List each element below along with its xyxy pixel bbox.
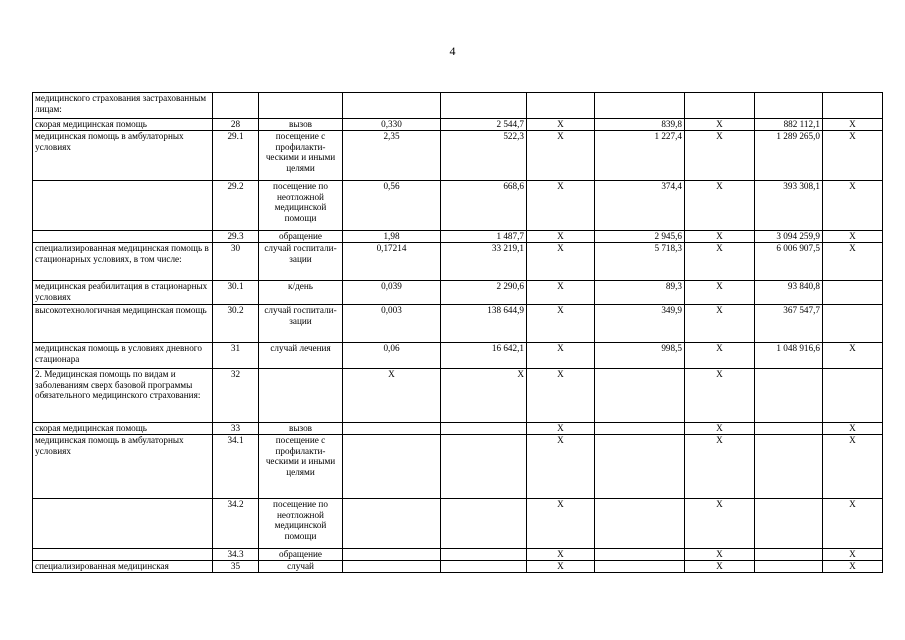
row-code [213,93,259,119]
row-col7: 89,3 [595,281,685,305]
row-volume: X [343,369,441,423]
row-name [33,499,213,549]
row-col7 [595,369,685,423]
row-col8: X [685,423,755,435]
row-name [33,549,213,561]
row-code: 30.2 [213,305,259,343]
row-code: 34.1 [213,435,259,499]
row-code: 34.2 [213,499,259,549]
row-col6: X [527,369,595,423]
row-col7: 2 945,6 [595,231,685,243]
row-name: медицинская помощь в амбулаторных условиях [33,131,213,181]
row-name [33,231,213,243]
row-col6: X [527,423,595,435]
row-volume: 0,06 [343,343,441,369]
row-cost [441,561,527,573]
row-cost [441,549,527,561]
row-col8: X [685,561,755,573]
row-col6: X [527,131,595,181]
table-row [33,423,883,435]
row-col8: X [685,131,755,181]
row-col10: X [823,549,883,561]
table-row [33,181,883,231]
row-unit: к/день [259,281,343,305]
row-col8: X [685,231,755,243]
row-unit: посещение по неотложной медицинской помощи [259,499,343,549]
table-row [33,369,883,423]
table-row [33,561,883,573]
row-col10 [823,305,883,343]
row-col10 [823,369,883,423]
row-col7: 839,8 [595,119,685,131]
row-col6 [527,93,595,119]
row-unit: посещение с профилакти-ческими и иными целями [259,435,343,499]
row-volume [343,561,441,573]
row-cost: 33 219,1 [441,243,527,281]
row-col7 [595,93,685,119]
row-sum [755,499,823,549]
row-col8: X [685,281,755,305]
row-unit [259,93,343,119]
row-col7 [595,423,685,435]
row-col8 [685,93,755,119]
row-col6: X [527,281,595,305]
row-col7: 374,4 [595,181,685,231]
table-row [33,343,883,369]
row-col7: 998,5 [595,343,685,369]
row-col6: X [527,243,595,281]
row-col6: X [527,561,595,573]
row-volume [343,435,441,499]
row-code: 28 [213,119,259,131]
row-sum: 1 289 265,0 [755,131,823,181]
row-col8: X [685,305,755,343]
row-unit: случай госпитали-зации [259,243,343,281]
row-sum: 93 840,8 [755,281,823,305]
table-row [33,549,883,561]
row-sum: 393 308,1 [755,181,823,231]
row-volume: 0,56 [343,181,441,231]
row-col6: X [527,343,595,369]
row-volume: 0,17214 [343,243,441,281]
row-sum [755,435,823,499]
row-volume [343,423,441,435]
row-sum: 3 094 259,9 [755,231,823,243]
row-cost: 522,3 [441,131,527,181]
row-unit: случай [259,561,343,573]
row-col10: X [823,561,883,573]
table-row [33,435,883,499]
row-cost [441,423,527,435]
row-col8: X [685,181,755,231]
row-unit: посещение по неотложной медицинской помощи [259,181,343,231]
row-col7: 5 718,3 [595,243,685,281]
row-unit: вызов [259,119,343,131]
row-unit: случай лечения [259,343,343,369]
page-number: 4 [449,44,456,58]
row-volume: 0,330 [343,119,441,131]
row-name: 2. Медицинская помощь по видам и заболеваниям сверх базовой программы обязательного медицинского страхования: [33,369,213,423]
row-code: 30.1 [213,281,259,305]
row-sum [755,93,823,119]
row-col7 [595,549,685,561]
row-col10: X [823,131,883,181]
row-cost: 138 644,9 [441,305,527,343]
row-sum [755,369,823,423]
row-sum: 6 006 907,5 [755,243,823,281]
row-cost: 2 290,6 [441,281,527,305]
row-col6: X [527,231,595,243]
row-cost: 16 642,1 [441,343,527,369]
row-sum: 367 547,7 [755,305,823,343]
row-unit: случай госпитали-зации [259,305,343,343]
row-col10: X [823,423,883,435]
row-code: 31 [213,343,259,369]
row-name: медицинского страхования застрахованным лицам: [33,93,213,119]
row-cost [441,499,527,549]
row-col6: X [527,181,595,231]
row-col8: X [685,499,755,549]
row-col8: X [685,243,755,281]
table-row [33,305,883,343]
row-col8: X [685,369,755,423]
table-row [33,131,883,181]
row-name: медицинская помощь в амбулаторных условиях [33,435,213,499]
row-name: медицинская реабилитация в стационарных условиях [33,281,213,305]
row-volume [343,499,441,549]
row-volume: 1,98 [343,231,441,243]
row-col8: X [685,435,755,499]
row-volume: 0,039 [343,281,441,305]
row-code: 30 [213,243,259,281]
row-code: 29.2 [213,181,259,231]
table-row [33,499,883,549]
budget-table [32,92,883,573]
row-col10: X [823,119,883,131]
row-col10 [823,93,883,119]
row-cost: 668,6 [441,181,527,231]
row-unit: обращение [259,549,343,561]
row-cost: 1 487,7 [441,231,527,243]
row-col6: X [527,549,595,561]
table-row [33,93,883,119]
row-cost [441,435,527,499]
row-col7 [595,561,685,573]
row-volume [343,93,441,119]
row-col7: 1 227,4 [595,131,685,181]
row-name: высокотехнологичная медицинская помощь [33,305,213,343]
row-col10: X [823,343,883,369]
row-col10: X [823,435,883,499]
row-sum: 882 112,1 [755,119,823,131]
row-sum [755,549,823,561]
row-code: 29.3 [213,231,259,243]
row-col10: X [823,231,883,243]
row-cost: X [441,369,527,423]
row-unit [259,369,343,423]
row-name: специализированная медицинская [33,561,213,573]
row-code: 32 [213,369,259,423]
row-sum: 1 048 916,6 [755,343,823,369]
row-col6: X [527,119,595,131]
row-name: скорая медицинская помощь [33,119,213,131]
row-unit: вызов [259,423,343,435]
row-cost: 2 544,7 [441,119,527,131]
row-code: 29.1 [213,131,259,181]
row-col8: X [685,119,755,131]
row-sum [755,423,823,435]
table-row [33,281,883,305]
row-name: медицинская помощь в условиях дневного стационара [33,343,213,369]
row-col6: X [527,435,595,499]
row-unit: обращение [259,231,343,243]
row-col10: X [823,499,883,549]
row-sum [755,561,823,573]
row-col7: 349,9 [595,305,685,343]
row-col10: X [823,243,883,281]
row-name: специализированная медицинская помощь в стационарных условиях, в том числе: [33,243,213,281]
row-cost [441,93,527,119]
row-volume: 2,35 [343,131,441,181]
table-row [33,119,883,131]
row-col6: X [527,499,595,549]
row-volume [343,549,441,561]
row-col7 [595,435,685,499]
table-row [33,243,883,281]
row-col10: X [823,181,883,231]
row-col7 [595,499,685,549]
row-unit: посещение с профилакти-ческими и иными целями [259,131,343,181]
row-name: скорая медицинская помощь [33,423,213,435]
row-col8: X [685,343,755,369]
row-volume: 0,003 [343,305,441,343]
row-name [33,181,213,231]
row-code: 33 [213,423,259,435]
row-col10 [823,281,883,305]
row-col8: X [685,549,755,561]
row-code: 35 [213,561,259,573]
table-row [33,231,883,243]
row-col6: X [527,305,595,343]
row-code: 34.3 [213,549,259,561]
